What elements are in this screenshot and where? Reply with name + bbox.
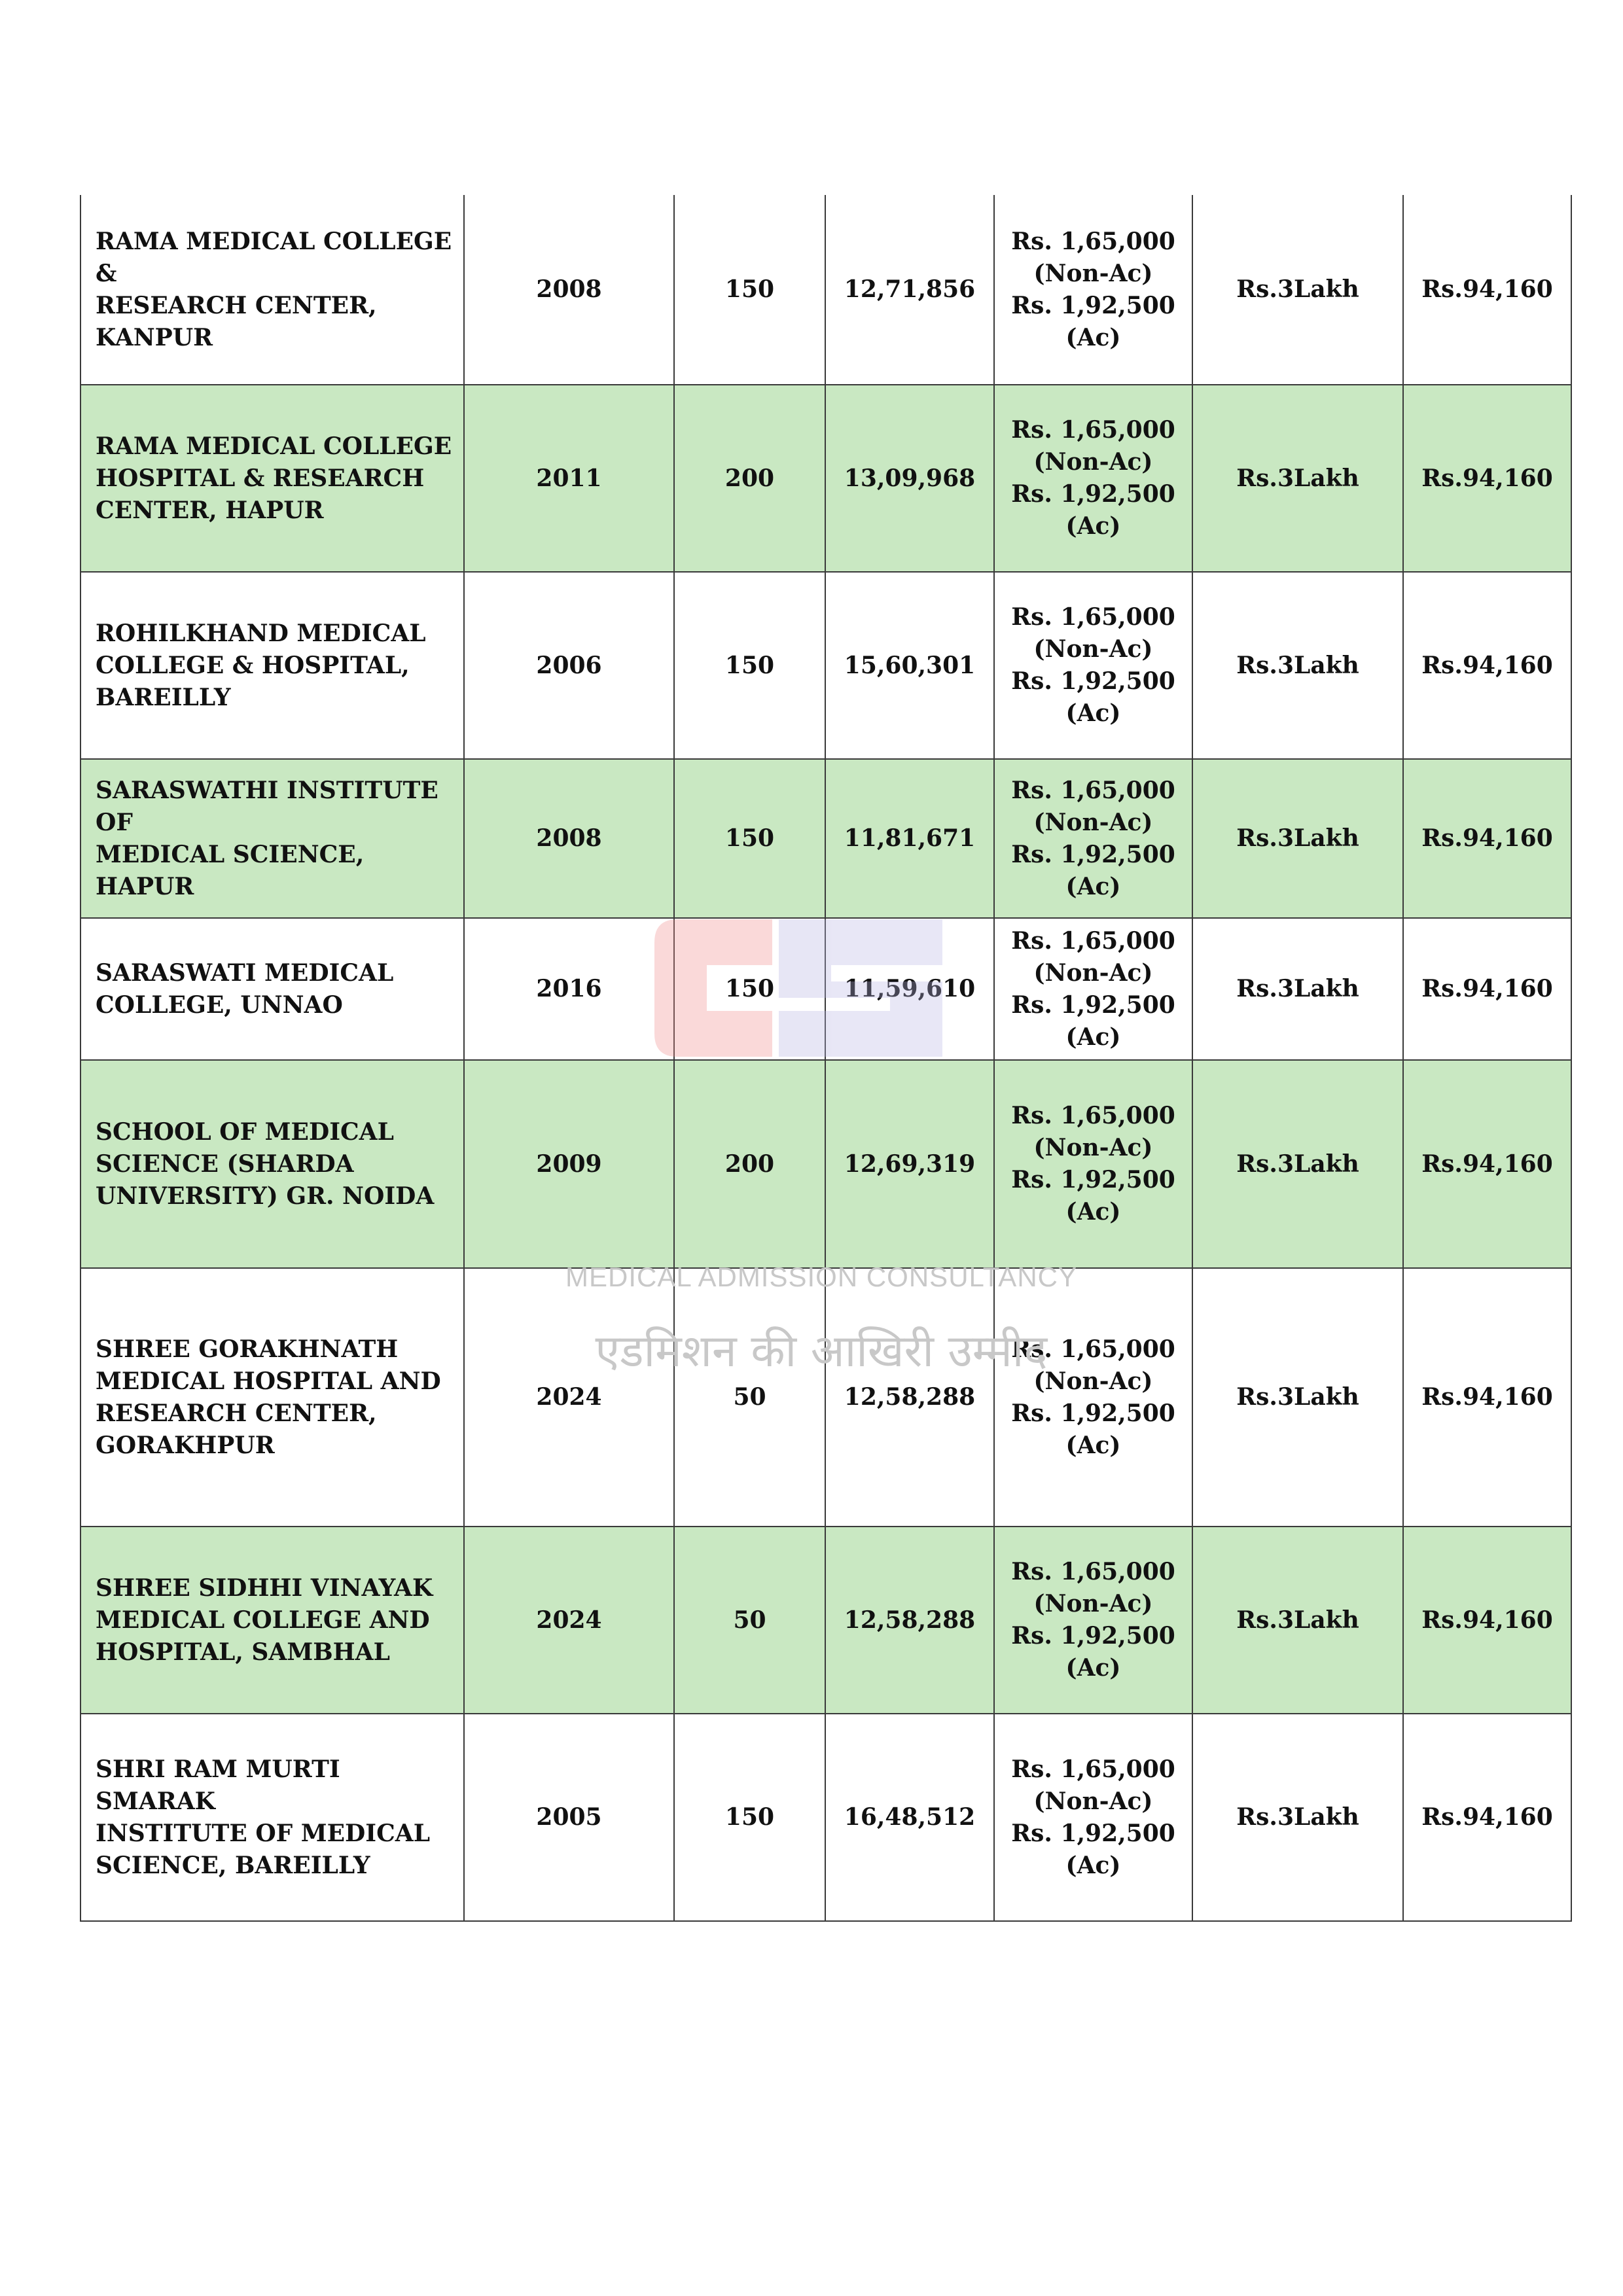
established-year-cell: 2016 xyxy=(464,918,674,1060)
table-row xyxy=(80,759,1571,918)
college-name-cell xyxy=(80,918,464,1060)
hostel-fee-cell xyxy=(994,918,1192,1060)
college-fee-table-container xyxy=(80,195,1571,1922)
hostel-fee-cell-line: Rs. 1,92,500 xyxy=(1011,480,1175,508)
security-deposit-cell: Rs.3Lakh xyxy=(1192,195,1403,385)
college-name-cell-line: SARASWATHI INSTITUTE OF xyxy=(96,776,438,836)
college-name-cell-line: RAMA MEDICAL COLLEGE xyxy=(96,432,452,460)
misc-fee-cell: Rs.94,160 xyxy=(1403,572,1571,759)
hostel-fee-cell-line: (Non-Ac) xyxy=(1033,635,1153,663)
misc-fee-cell: Rs.94,160 xyxy=(1403,385,1571,572)
college-name-cell xyxy=(80,195,464,385)
established-year-cell: 2006 xyxy=(464,572,674,759)
tuition-fee-cell: 12,58,288 xyxy=(825,1527,994,1714)
established-year-cell: 2009 xyxy=(464,1060,674,1268)
seats-cell: 150 xyxy=(674,918,825,1060)
table-row xyxy=(80,1268,1571,1527)
college-name-cell-line: SARASWATI MEDICAL xyxy=(96,959,394,987)
hostel-fee-cell-line: Rs. 1,92,500 xyxy=(1011,1166,1175,1193)
college-name-cell-line: INSTITUTE OF MEDICAL xyxy=(96,1819,431,1847)
college-name-cell xyxy=(80,385,464,572)
watermark-hindi-text: एडमिशन की आखिरी उम्मीद xyxy=(595,1326,1048,1377)
security-deposit-cell: Rs.3Lakh xyxy=(1192,918,1403,1060)
college-name-cell xyxy=(80,572,464,759)
hostel-fee-cell-line: (Ac) xyxy=(1065,512,1121,540)
tuition-fee-cell: 15,60,301 xyxy=(825,572,994,759)
hostel-fee-cell xyxy=(994,195,1192,385)
table-row xyxy=(80,918,1571,1060)
table-row xyxy=(80,1060,1571,1268)
hostel-fee-cell-line: (Ac) xyxy=(1065,1431,1121,1459)
college-name-cell-line: MEDICAL COLLEGE AND xyxy=(96,1606,430,1634)
security-deposit-cell: Rs.3Lakh xyxy=(1192,1060,1403,1268)
college-name-cell-line: HOSPITAL, SAMBHAL xyxy=(96,1638,390,1666)
college-name-cell-line: KANPUR xyxy=(96,323,213,351)
established-year-cell: 2005 xyxy=(464,1714,674,1921)
college-name-cell xyxy=(80,1714,464,1921)
hostel-fee-cell-line: (Non-Ac) xyxy=(1033,808,1153,836)
table-row xyxy=(80,1714,1571,1921)
seats-cell: 50 xyxy=(674,1527,825,1714)
misc-fee-cell: Rs.94,160 xyxy=(1403,759,1571,918)
seats-cell: 150 xyxy=(674,759,825,918)
security-deposit-cell: Rs.3Lakh xyxy=(1192,759,1403,918)
college-name-cell-line: COLLEGE & HOSPITAL, xyxy=(96,651,410,679)
hostel-fee-cell xyxy=(994,1714,1192,1921)
hostel-fee-cell-line: (Ac) xyxy=(1065,872,1121,900)
college-name-cell-line: SCIENCE, BAREILLY xyxy=(96,1851,370,1879)
hostel-fee-cell-line: Rs. 1,92,500 xyxy=(1011,667,1175,695)
established-year-cell: 2008 xyxy=(464,195,674,385)
hostel-fee-cell-line: Rs. 1,92,500 xyxy=(1011,1819,1175,1847)
hostel-fee-cell-line: (Non-Ac) xyxy=(1033,1134,1153,1161)
tuition-fee-cell: 12,71,856 xyxy=(825,195,994,385)
hostel-fee-cell-line: (Non-Ac) xyxy=(1033,448,1153,476)
seats-cell: 150 xyxy=(674,572,825,759)
college-name-cell-line: CENTER, HAPUR xyxy=(96,496,324,524)
college-name-cell-line: UNIVERSITY) GR. NOIDA xyxy=(96,1182,435,1210)
established-year-cell: 2008 xyxy=(464,759,674,918)
tuition-fee-cell: 12,58,288 xyxy=(825,1268,994,1527)
college-name-cell xyxy=(80,1268,464,1527)
hostel-fee-cell-line: (Non-Ac) xyxy=(1033,959,1153,987)
misc-fee-cell: Rs.94,160 xyxy=(1403,1268,1571,1527)
hostel-fee-cell-line: (Ac) xyxy=(1065,1198,1121,1226)
hostel-fee-cell-line: (Ac) xyxy=(1065,1654,1121,1682)
hostel-fee-cell-line: Rs. 1,65,000 xyxy=(1011,603,1175,631)
seats-cell: 200 xyxy=(674,1060,825,1268)
hostel-fee-cell-line: Rs. 1,92,500 xyxy=(1011,1622,1175,1650)
misc-fee-cell: Rs.94,160 xyxy=(1403,1714,1571,1921)
college-name-cell xyxy=(80,1060,464,1268)
college-name-cell xyxy=(80,759,464,918)
security-deposit-cell: Rs.3Lakh xyxy=(1192,572,1403,759)
established-year-cell: 2011 xyxy=(464,385,674,572)
security-deposit-cell: Rs.3Lakh xyxy=(1192,1527,1403,1714)
established-year-cell: 2024 xyxy=(464,1527,674,1714)
college-name-cell-line: HOSPITAL & RESEARCH xyxy=(96,464,425,492)
college-name-cell-line: BAREILLY xyxy=(96,683,231,711)
table-row xyxy=(80,195,1571,385)
hostel-fee-cell xyxy=(994,385,1192,572)
misc-fee-cell: Rs.94,160 xyxy=(1403,1060,1571,1268)
hostel-fee-cell-line: Rs. 1,65,000 xyxy=(1011,1102,1175,1129)
tuition-fee-cell: 11,81,671 xyxy=(825,759,994,918)
seats-cell: 150 xyxy=(674,1714,825,1921)
hostel-fee-cell-line: Rs. 1,65,000 xyxy=(1011,227,1175,255)
watermark-tagline: MEDICAL ADMISSION CONSULTANCY xyxy=(565,1262,1078,1292)
tuition-fee-cell: 11,59,610 xyxy=(825,918,994,1060)
table-row xyxy=(80,572,1571,759)
college-name-cell-line: SCHOOL OF MEDICAL xyxy=(96,1118,394,1146)
college-fee-table xyxy=(80,195,1572,1922)
security-deposit-cell: Rs.3Lakh xyxy=(1192,385,1403,572)
hostel-fee-cell-line: (Non-Ac) xyxy=(1033,1787,1153,1815)
college-name-cell-line: SHREE SIDHHI VINAYAK xyxy=(96,1574,433,1602)
security-deposit-cell: Rs.3Lakh xyxy=(1192,1268,1403,1527)
college-name-cell-line: MEDICAL HOSPITAL AND xyxy=(96,1367,441,1395)
college-name-cell-line: RESEARCH CENTER, xyxy=(96,1399,377,1427)
hostel-fee-cell-line: Rs. 1,65,000 xyxy=(1011,1335,1175,1363)
hostel-fee-cell-line: Rs. 1,92,500 xyxy=(1011,840,1175,868)
hostel-fee-cell xyxy=(994,759,1192,918)
tuition-fee-cell: 12,69,319 xyxy=(825,1060,994,1268)
college-name-cell xyxy=(80,1527,464,1714)
hostel-fee-cell-line: Rs. 1,92,500 xyxy=(1011,291,1175,319)
hostel-fee-cell xyxy=(994,1268,1192,1527)
college-name-cell-line: GORAKHPUR xyxy=(96,1431,275,1459)
seats-cell: 200 xyxy=(674,385,825,572)
table-row xyxy=(80,385,1571,572)
security-deposit-cell: Rs.3Lakh xyxy=(1192,1714,1403,1921)
hostel-fee-cell-line: (Ac) xyxy=(1065,699,1121,727)
established-year-cell: 2024 xyxy=(464,1268,674,1527)
hostel-fee-cell-line: (Ac) xyxy=(1065,323,1121,351)
college-name-cell-line: ROHILKHAND MEDICAL xyxy=(96,619,426,647)
misc-fee-cell: Rs.94,160 xyxy=(1403,918,1571,1060)
seats-cell: 150 xyxy=(674,195,825,385)
table-row xyxy=(80,1527,1571,1714)
college-name-cell-line: SHREE GORAKHNATH xyxy=(96,1335,399,1363)
hostel-fee-cell-line: Rs. 1,65,000 xyxy=(1011,927,1175,955)
college-name-cell-line: RESEARCH CENTER, xyxy=(96,291,377,319)
hostel-fee-cell-line: Rs. 1,65,000 xyxy=(1011,1755,1175,1783)
college-name-cell-line: MEDICAL SCIENCE, HAPUR xyxy=(96,840,365,900)
hostel-fee-cell xyxy=(994,1060,1192,1268)
college-name-cell-line: SHRI RAM MURTI SMARAK xyxy=(96,1755,340,1815)
hostel-fee-cell-line: Rs. 1,65,000 xyxy=(1011,776,1175,804)
hostel-fee-cell xyxy=(994,1527,1192,1714)
hostel-fee-cell-line: (Ac) xyxy=(1065,1023,1121,1051)
hostel-fee-cell-line: (Non-Ac) xyxy=(1033,1367,1153,1395)
hostel-fee-cell-line: (Ac) xyxy=(1065,1851,1121,1879)
college-name-cell-line: RAMA MEDICAL COLLEGE & xyxy=(96,227,452,287)
seats-cell: 50 xyxy=(674,1268,825,1527)
misc-fee-cell: Rs.94,160 xyxy=(1403,195,1571,385)
tuition-fee-cell: 13,09,968 xyxy=(825,385,994,572)
hostel-fee-cell xyxy=(994,572,1192,759)
hostel-fee-cell-line: Rs. 1,65,000 xyxy=(1011,1558,1175,1585)
hostel-fee-cell-line: Rs. 1,65,000 xyxy=(1011,416,1175,444)
hostel-fee-cell-line: Rs. 1,92,500 xyxy=(1011,991,1175,1019)
college-name-cell-line: COLLEGE, UNNAO xyxy=(96,991,343,1019)
hostel-fee-cell-line: Rs. 1,92,500 xyxy=(1011,1399,1175,1427)
hostel-fee-cell-line: (Non-Ac) xyxy=(1033,1590,1153,1617)
hostel-fee-cell-line: (Non-Ac) xyxy=(1033,259,1153,287)
college-name-cell-line: SCIENCE (SHARDA xyxy=(96,1150,354,1178)
tuition-fee-cell: 16,48,512 xyxy=(825,1714,994,1921)
misc-fee-cell: Rs.94,160 xyxy=(1403,1527,1571,1714)
